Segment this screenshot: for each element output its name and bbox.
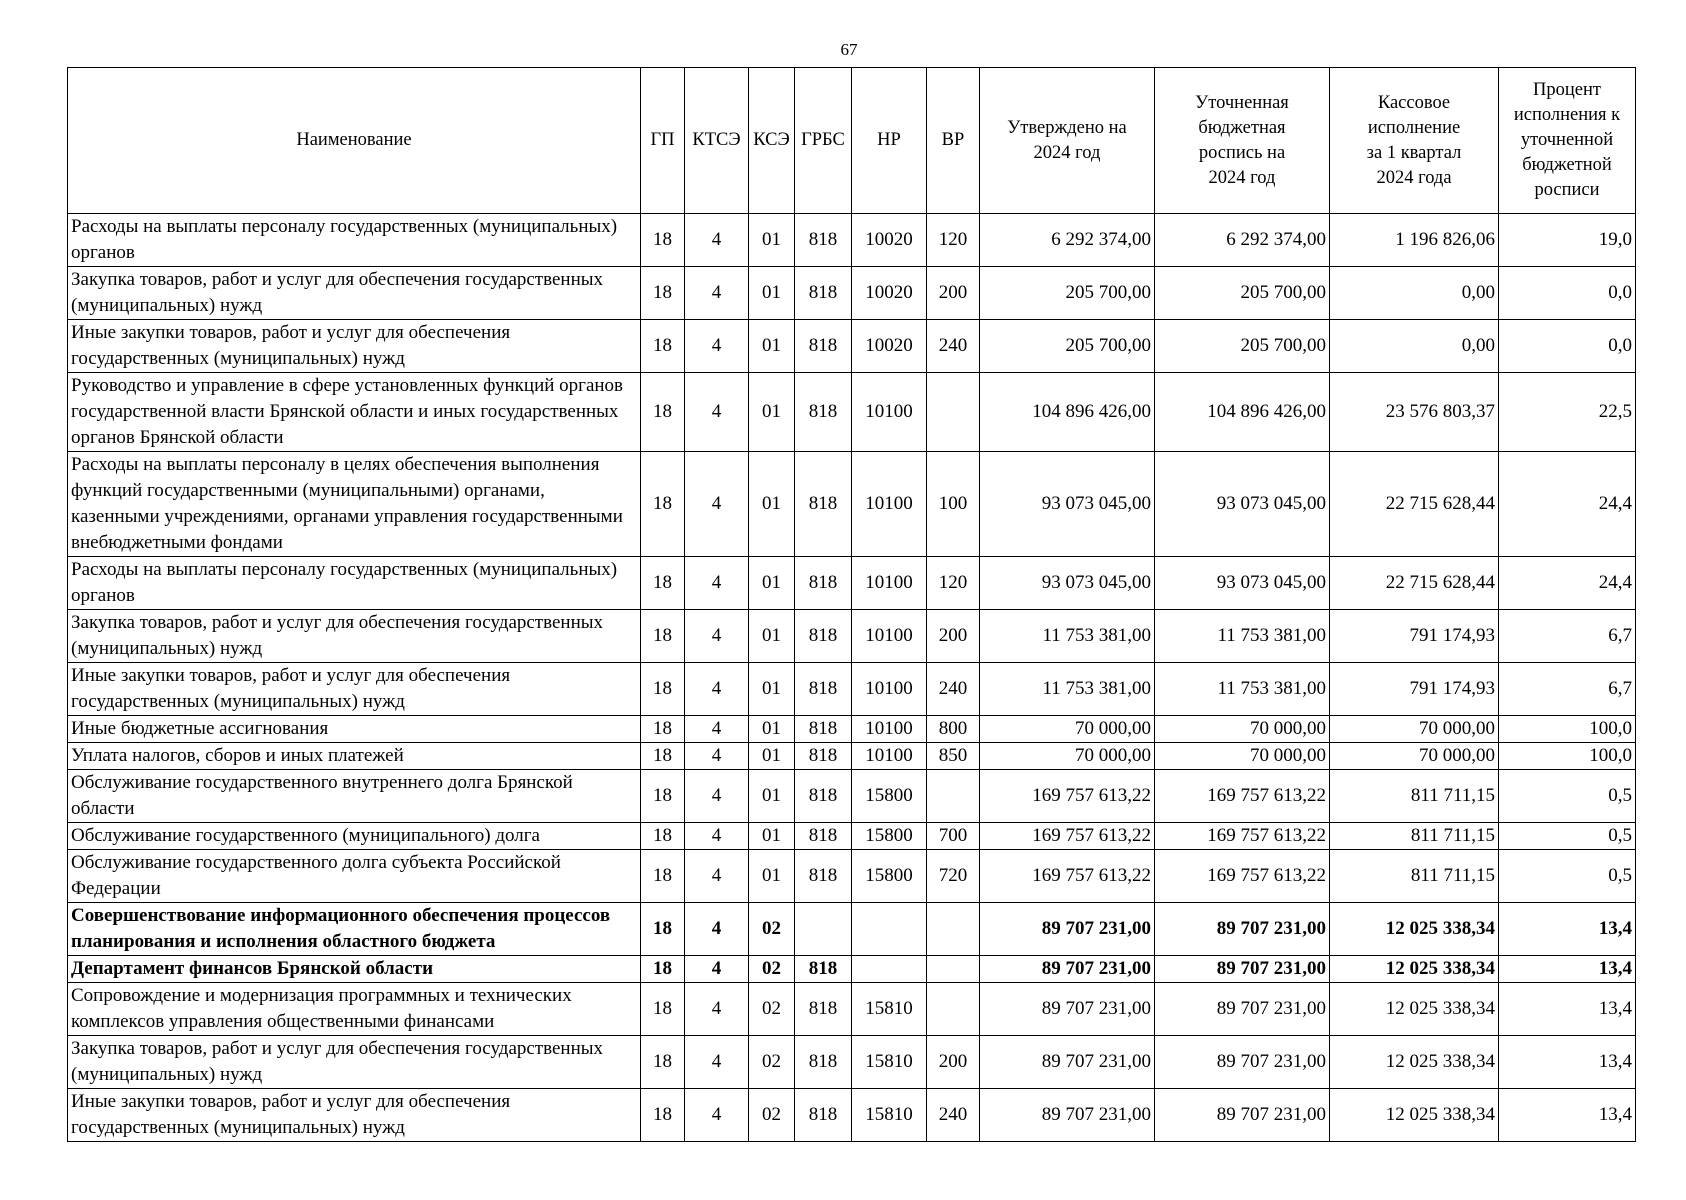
table-row — [68, 214, 1636, 267]
row-kse: 01 — [749, 557, 795, 610]
row-approved: 89 707 231,00 — [980, 983, 1155, 1036]
row-grbs: 818 — [795, 956, 852, 983]
row-cash: 0,00 — [1330, 267, 1499, 320]
row-vr: 120 — [927, 557, 980, 610]
row-refined: 89 707 231,00 — [1155, 983, 1330, 1036]
row-gp: 18 — [641, 663, 685, 716]
row-percent: 0,0 — [1499, 267, 1636, 320]
row-grbs: 818 — [795, 320, 852, 373]
row-vr: 240 — [927, 320, 980, 373]
row-refined: 11 753 381,00 — [1155, 663, 1330, 716]
row-kse: 01 — [749, 716, 795, 743]
row-percent: 13,4 — [1499, 983, 1636, 1036]
row-cash: 811 711,15 — [1330, 770, 1499, 823]
row-grbs: 818 — [795, 267, 852, 320]
row-cash: 1 196 826,06 — [1330, 214, 1499, 267]
row-refined: 6 292 374,00 — [1155, 214, 1330, 267]
row-cash: 22 715 628,44 — [1330, 452, 1499, 557]
row-kse: 01 — [749, 214, 795, 267]
row-ktse: 4 — [685, 1089, 749, 1142]
row-vr: 700 — [927, 823, 980, 850]
row-approved: 205 700,00 — [980, 320, 1155, 373]
row-cash: 70 000,00 — [1330, 716, 1499, 743]
row-cash: 22 715 628,44 — [1330, 557, 1499, 610]
row-ktse: 4 — [685, 267, 749, 320]
row-nr: 10100 — [852, 373, 927, 452]
col-header-ktse: КТСЭ — [685, 68, 749, 214]
row-vr — [927, 956, 980, 983]
row-percent: 13,4 — [1499, 1036, 1636, 1089]
row-gp: 18 — [641, 743, 685, 770]
row-percent: 13,4 — [1499, 1089, 1636, 1142]
row-nr: 15800 — [852, 770, 927, 823]
row-cash: 791 174,93 — [1330, 663, 1499, 716]
row-cash: 811 711,15 — [1330, 823, 1499, 850]
row-name: Обслуживание государственного долга субъекта Российской Федерации — [68, 850, 641, 903]
col-header-percent: Процент исполнения к уточненной бюджетной росписи — [1499, 68, 1636, 214]
table-body — [68, 214, 1636, 1142]
row-grbs: 818 — [795, 1036, 852, 1089]
row-nr: 10020 — [852, 214, 927, 267]
row-ktse: 4 — [685, 850, 749, 903]
row-kse: 01 — [749, 743, 795, 770]
row-ktse: 4 — [685, 770, 749, 823]
row-nr: 10100 — [852, 743, 927, 770]
row-nr — [852, 903, 927, 956]
row-nr — [852, 956, 927, 983]
row-approved: 89 707 231,00 — [980, 1036, 1155, 1089]
row-kse: 01 — [749, 770, 795, 823]
row-cash: 12 025 338,34 — [1330, 1089, 1499, 1142]
row-gp: 18 — [641, 983, 685, 1036]
row-vr: 240 — [927, 1089, 980, 1142]
row-refined: 205 700,00 — [1155, 320, 1330, 373]
row-gp: 18 — [641, 267, 685, 320]
row-vr: 800 — [927, 716, 980, 743]
row-grbs: 818 — [795, 1089, 852, 1142]
row-percent: 100,0 — [1499, 743, 1636, 770]
row-name: Совершенствование информационного обеспечения процессов планирования и исполнения областного бюджета — [68, 903, 641, 956]
row-nr: 10020 — [852, 320, 927, 373]
row-name: Закупка товаров, работ и услуг для обеспечения государственных (муниципальных) нужд — [68, 610, 641, 663]
row-cash: 12 025 338,34 — [1330, 1036, 1499, 1089]
row-gp: 18 — [641, 956, 685, 983]
row-name: Сопровождение и модернизация программных и технических комплексов управления общественными финансами — [68, 983, 641, 1036]
table-row — [68, 610, 1636, 663]
table-row — [68, 267, 1636, 320]
col-header-refined: Уточненная бюджетная роспись на 2024 год — [1155, 68, 1330, 214]
row-approved: 89 707 231,00 — [980, 956, 1155, 983]
row-vr: 240 — [927, 663, 980, 716]
row-refined: 104 896 426,00 — [1155, 373, 1330, 452]
row-grbs: 818 — [795, 663, 852, 716]
row-name: Закупка товаров, работ и услуг для обеспечения государственных (муниципальных) нужд — [68, 267, 641, 320]
row-ktse: 4 — [685, 663, 749, 716]
row-refined: 205 700,00 — [1155, 267, 1330, 320]
budget-execution-table — [67, 67, 1636, 1142]
col-header-kse: КСЭ — [749, 68, 795, 214]
row-approved: 169 757 613,22 — [980, 770, 1155, 823]
row-refined: 70 000,00 — [1155, 743, 1330, 770]
row-name: Руководство и управление в сфере установленных функций органов государственной власти Брянской области и иных государственных органов Брянской области — [68, 373, 641, 452]
row-name: Расходы на выплаты персоналу государственных (муниципальных) органов — [68, 214, 641, 267]
row-name: Иные закупки товаров, работ и услуг для обеспечения государственных (муниципальных) нужд — [68, 320, 641, 373]
row-nr: 10100 — [852, 716, 927, 743]
page-number — [0, 40, 1686, 60]
row-percent: 0,5 — [1499, 850, 1636, 903]
table-row — [68, 956, 1636, 983]
row-vr: 100 — [927, 452, 980, 557]
row-refined: 93 073 045,00 — [1155, 557, 1330, 610]
row-refined: 93 073 045,00 — [1155, 452, 1330, 557]
row-grbs: 818 — [795, 850, 852, 903]
row-kse: 01 — [749, 373, 795, 452]
col-header-grbs: ГРБС — [795, 68, 852, 214]
row-ktse: 4 — [685, 320, 749, 373]
row-nr: 10100 — [852, 663, 927, 716]
col-header-vr: ВР — [927, 68, 980, 214]
row-name: Обслуживание государственного внутреннего долга Брянской области — [68, 770, 641, 823]
row-refined: 89 707 231,00 — [1155, 956, 1330, 983]
row-approved: 93 073 045,00 — [980, 452, 1155, 557]
row-percent: 6,7 — [1499, 610, 1636, 663]
row-cash: 70 000,00 — [1330, 743, 1499, 770]
row-name: Иные закупки товаров, работ и услуг для обеспечения государственных (муниципальных) нужд — [68, 663, 641, 716]
table-row — [68, 663, 1636, 716]
row-grbs: 818 — [795, 214, 852, 267]
row-percent: 0,5 — [1499, 823, 1636, 850]
row-percent: 22,5 — [1499, 373, 1636, 452]
row-ktse: 4 — [685, 716, 749, 743]
col-header-name: Наименование — [68, 68, 641, 214]
row-vr — [927, 983, 980, 1036]
row-vr — [927, 373, 980, 452]
table-row — [68, 716, 1636, 743]
row-approved: 70 000,00 — [980, 716, 1155, 743]
row-cash: 12 025 338,34 — [1330, 903, 1499, 956]
row-grbs: 818 — [795, 983, 852, 1036]
row-vr — [927, 770, 980, 823]
row-grbs: 818 — [795, 373, 852, 452]
row-percent: 0,5 — [1499, 770, 1636, 823]
row-vr: 850 — [927, 743, 980, 770]
row-ktse: 4 — [685, 610, 749, 663]
row-nr: 15800 — [852, 850, 927, 903]
row-vr: 120 — [927, 214, 980, 267]
row-percent: 6,7 — [1499, 663, 1636, 716]
table-row — [68, 320, 1636, 373]
row-name: Иные закупки товаров, работ и услуг для обеспечения государственных (муниципальных) нужд — [68, 1089, 641, 1142]
table-row — [68, 903, 1636, 956]
row-name: Уплата налогов, сборов и иных платежей — [68, 743, 641, 770]
table-row — [68, 1089, 1636, 1142]
table-header-row — [68, 68, 1636, 214]
row-nr: 15810 — [852, 983, 927, 1036]
row-grbs — [795, 903, 852, 956]
row-approved: 89 707 231,00 — [980, 1089, 1155, 1142]
row-kse: 02 — [749, 956, 795, 983]
row-ktse: 4 — [685, 743, 749, 770]
row-approved: 6 292 374,00 — [980, 214, 1155, 267]
row-ktse: 4 — [685, 823, 749, 850]
row-gp: 18 — [641, 850, 685, 903]
row-ktse: 4 — [685, 956, 749, 983]
row-gp: 18 — [641, 373, 685, 452]
row-gp: 18 — [641, 557, 685, 610]
row-refined: 89 707 231,00 — [1155, 1036, 1330, 1089]
row-cash: 811 711,15 — [1330, 850, 1499, 903]
row-approved: 11 753 381,00 — [980, 610, 1155, 663]
row-percent: 24,4 — [1499, 557, 1636, 610]
row-kse: 02 — [749, 983, 795, 1036]
row-kse: 01 — [749, 663, 795, 716]
row-name: Департамент финансов Брянской области — [68, 956, 641, 983]
row-ktse: 4 — [685, 373, 749, 452]
row-approved: 104 896 426,00 — [980, 373, 1155, 452]
row-ktse: 4 — [685, 983, 749, 1036]
row-refined: 169 757 613,22 — [1155, 850, 1330, 903]
row-refined: 11 753 381,00 — [1155, 610, 1330, 663]
row-kse: 02 — [749, 903, 795, 956]
row-grbs: 818 — [795, 610, 852, 663]
row-kse: 02 — [749, 1089, 795, 1142]
row-name: Иные бюджетные ассигнования — [68, 716, 641, 743]
table-row — [68, 770, 1636, 823]
row-grbs: 818 — [795, 452, 852, 557]
row-ktse: 4 — [685, 903, 749, 956]
row-approved: 70 000,00 — [980, 743, 1155, 770]
col-header-gp: ГП — [641, 68, 685, 214]
row-gp: 18 — [641, 452, 685, 557]
row-percent: 100,0 — [1499, 716, 1636, 743]
row-cash: 791 174,93 — [1330, 610, 1499, 663]
row-percent: 0,0 — [1499, 320, 1636, 373]
row-kse: 01 — [749, 610, 795, 663]
row-percent: 24,4 — [1499, 452, 1636, 557]
table-row — [68, 823, 1636, 850]
row-approved: 89 707 231,00 — [980, 903, 1155, 956]
table-row — [68, 557, 1636, 610]
row-refined: 89 707 231,00 — [1155, 903, 1330, 956]
row-gp: 18 — [641, 1036, 685, 1089]
row-kse: 01 — [749, 823, 795, 850]
row-nr: 10100 — [852, 610, 927, 663]
row-refined: 89 707 231,00 — [1155, 1089, 1330, 1142]
row-ktse: 4 — [685, 557, 749, 610]
row-ktse: 4 — [685, 1036, 749, 1089]
row-percent: 13,4 — [1499, 903, 1636, 956]
row-name: Расходы на выплаты персоналу в целях обеспечения выполнения функций государственными (муниципальными) органами, казенными учреждениями, органами управления государственными внебюджетными фондами — [68, 452, 641, 557]
row-nr: 10020 — [852, 267, 927, 320]
row-cash: 23 576 803,37 — [1330, 373, 1499, 452]
row-nr: 10100 — [852, 452, 927, 557]
row-cash: 0,00 — [1330, 320, 1499, 373]
page-number-text: 67 — [840, 40, 858, 59]
row-grbs: 818 — [795, 770, 852, 823]
col-header-approved: Утверждено на 2024 год — [980, 68, 1155, 214]
row-gp: 18 — [641, 1089, 685, 1142]
row-cash: 12 025 338,34 — [1330, 956, 1499, 983]
row-vr: 720 — [927, 850, 980, 903]
row-nr: 15810 — [852, 1089, 927, 1142]
row-vr — [927, 903, 980, 956]
row-kse: 01 — [749, 267, 795, 320]
row-name: Закупка товаров, работ и услуг для обеспечения государственных (муниципальных) нужд — [68, 1036, 641, 1089]
row-ktse: 4 — [685, 452, 749, 557]
row-approved: 169 757 613,22 — [980, 823, 1155, 850]
row-nr: 10100 — [852, 557, 927, 610]
table-row — [68, 850, 1636, 903]
table-row — [68, 452, 1636, 557]
row-gp: 18 — [641, 770, 685, 823]
row-grbs: 818 — [795, 743, 852, 770]
row-vr: 200 — [927, 267, 980, 320]
row-percent: 13,4 — [1499, 956, 1636, 983]
row-gp: 18 — [641, 823, 685, 850]
row-grbs: 818 — [795, 557, 852, 610]
table-row — [68, 1036, 1636, 1089]
row-gp: 18 — [641, 214, 685, 267]
col-header-nr: НР — [852, 68, 927, 214]
row-ktse: 4 — [685, 214, 749, 267]
table-row — [68, 373, 1636, 452]
row-approved: 169 757 613,22 — [980, 850, 1155, 903]
row-refined: 169 757 613,22 — [1155, 823, 1330, 850]
row-gp: 18 — [641, 610, 685, 663]
col-header-cash: Кассовое исполнение за 1 квартал 2024 года — [1330, 68, 1499, 214]
row-kse: 02 — [749, 1036, 795, 1089]
row-approved: 205 700,00 — [980, 267, 1155, 320]
row-approved: 93 073 045,00 — [980, 557, 1155, 610]
row-kse: 01 — [749, 320, 795, 373]
row-nr: 15810 — [852, 1036, 927, 1089]
table-row — [68, 743, 1636, 770]
row-gp: 18 — [641, 320, 685, 373]
row-kse: 01 — [749, 452, 795, 557]
row-name: Обслуживание государственного (муниципального) долга — [68, 823, 641, 850]
row-name: Расходы на выплаты персоналу государственных (муниципальных) органов — [68, 557, 641, 610]
row-refined: 70 000,00 — [1155, 716, 1330, 743]
row-approved: 11 753 381,00 — [980, 663, 1155, 716]
row-vr: 200 — [927, 610, 980, 663]
row-nr: 15800 — [852, 823, 927, 850]
row-cash: 12 025 338,34 — [1330, 983, 1499, 1036]
row-refined: 169 757 613,22 — [1155, 770, 1330, 823]
table-row — [68, 983, 1636, 1036]
row-grbs: 818 — [795, 716, 852, 743]
row-gp: 18 — [641, 716, 685, 743]
row-vr: 200 — [927, 1036, 980, 1089]
row-percent: 19,0 — [1499, 214, 1636, 267]
row-gp: 18 — [641, 903, 685, 956]
row-grbs: 818 — [795, 823, 852, 850]
row-kse: 01 — [749, 850, 795, 903]
